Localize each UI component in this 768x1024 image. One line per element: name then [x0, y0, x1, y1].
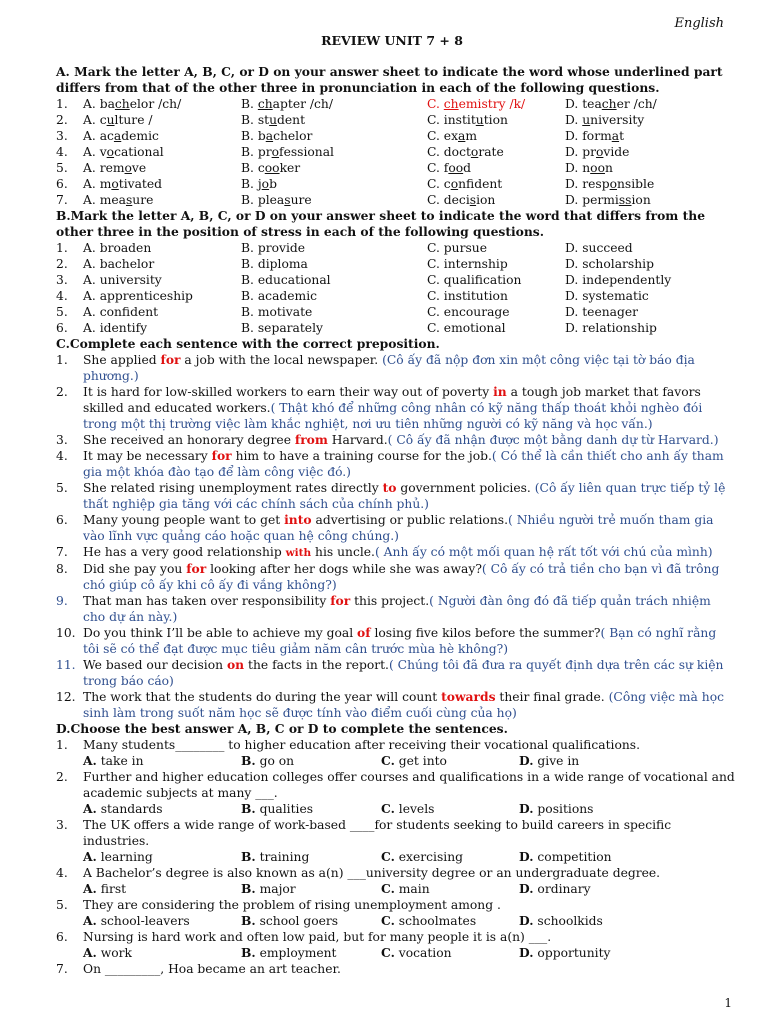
- sentence-text: The work that the students do during the year will count towards their final grade. (Công việc mà học sinh làm trong suốt năm học sẽ được tính vào điểm cuối cùng của họ): [83, 689, 724, 720]
- option-a: A. bachelor /ch/: [83, 97, 182, 111]
- option-letter: A.: [83, 945, 97, 960]
- option-b: B. student: [241, 113, 306, 127]
- question-item: [56, 865, 736, 881]
- sentence-item: [56, 480, 736, 512]
- question-item: [56, 769, 736, 801]
- option-a: A. bachelor: [83, 257, 155, 271]
- option-c: C. qualification: [427, 273, 522, 287]
- underlined-part: a: [458, 129, 466, 143]
- worksheet-body: [56, 64, 736, 977]
- question-row: [56, 304, 736, 320]
- section-a-heading: A. Mark the letter A, B, C, or D on your answer sheet to indicate the word whose underlined part differs from that of the other three in pronunciation in each of the following questions.: [56, 64, 723, 95]
- question-item: [56, 961, 736, 977]
- option-a: A. apprenticeship: [83, 289, 193, 303]
- question-number: 7.: [56, 193, 68, 207]
- vietnamese-translation: ( Cô ấy đã nhận được một bằng danh dự từ Harvard.): [387, 433, 719, 447]
- section-b-heading: B.Mark the letter A, B, C, or D on your answer sheet to indicate the word that differs from the other three in the position of stress in each of the following questions.: [56, 208, 706, 239]
- underlined-part: o: [470, 145, 479, 159]
- question-row: [56, 144, 736, 160]
- answer-option[interactable]: A. work: [83, 945, 132, 960]
- option-c: C. decision: [427, 193, 496, 207]
- option-d: D. relationship: [565, 321, 657, 335]
- option-letter: D.: [519, 849, 534, 864]
- option-c: C. internship: [427, 257, 508, 271]
- sentence-item: [56, 352, 736, 384]
- answer-option[interactable]: A. learning: [83, 849, 153, 864]
- answer-option[interactable]: C. levels: [381, 801, 435, 816]
- question-row: [56, 240, 736, 256]
- option-c: C. doctorate: [427, 145, 504, 159]
- answer-option[interactable]: B. school goers: [241, 913, 339, 928]
- underlined-part: oo: [590, 161, 605, 175]
- answer-preposition: towards: [441, 689, 496, 704]
- option-letter: A.: [83, 753, 97, 768]
- question-number: 3.: [56, 129, 68, 143]
- answer-option[interactable]: B. go on: [241, 753, 295, 768]
- option-letter: B.: [241, 849, 256, 864]
- option-b: B. educational: [241, 273, 331, 287]
- option-a: A. remove: [83, 161, 147, 175]
- vietnamese-translation: ( Chúng tôi đã đưa ra quyết định dựa trên các sự kiện trong báo cáo): [83, 658, 724, 688]
- question-text: A Bachelor’s degree is also known as a(n) ___university degree or an undergraduate degree.: [83, 866, 661, 880]
- option-d: D. university: [565, 113, 645, 127]
- answer-option[interactable]: C. schoolmates: [381, 913, 477, 928]
- vietnamese-translation: ( Anh ấy có một mối quan hệ rất tốt với chú của mình): [374, 545, 713, 559]
- option-letter: A.: [83, 913, 97, 928]
- question-number: 6.: [56, 177, 68, 191]
- answer-option[interactable]: B. qualities: [241, 801, 314, 816]
- underlined-part: s: [284, 193, 291, 207]
- answer-preposition: of: [357, 625, 371, 640]
- underlined-part: o: [271, 145, 280, 159]
- sentence-item: [56, 561, 736, 593]
- answer-preposition: for: [160, 352, 181, 367]
- underlined-part: ch: [257, 97, 273, 111]
- option-letter: C.: [381, 945, 395, 960]
- sentence-text: Many young people want to get into advertising or public relations.( Nhiều người trẻ muốn tham gia vào lĩnh vực quảng cáo hoặc quan hệ công chúng.): [83, 512, 714, 543]
- sentence-text: She received an honorary degree from Harvard.( Cô ấy đã nhận được một bằng danh dự từ Harvard.): [83, 432, 719, 447]
- option-b: B. diploma: [241, 257, 308, 271]
- sentence-text: She related rising unemployment rates directly to government policies. (Cô ấy liên quan trực tiếp tỷ lệ thất nghiệp gia tăng với các chính sách của chính phủ.): [83, 480, 726, 511]
- answer-preposition: for: [330, 593, 351, 608]
- answer-preposition: from: [294, 432, 328, 447]
- question-number: 5.: [56, 161, 68, 175]
- answer-option[interactable]: C. vocation: [381, 945, 452, 960]
- question-number: 7.: [56, 545, 68, 559]
- option-letter: B.: [241, 753, 256, 768]
- question-row: [56, 112, 736, 128]
- option-c: C. exam: [427, 129, 478, 143]
- section-d-list: [56, 737, 736, 977]
- underlined-part: a: [265, 129, 274, 143]
- question-number: 5.: [56, 481, 68, 495]
- option-b: B. bachelor: [241, 129, 313, 143]
- sentence-item: [56, 544, 736, 561]
- option-letter: B.: [241, 801, 256, 816]
- option-c: C. encourage: [427, 305, 510, 319]
- option-b: B. academic: [241, 289, 318, 303]
- question-text: Many students________ to higher education after receiving their vocational qualifications.: [83, 738, 640, 752]
- answer-option[interactable]: A. standards: [83, 801, 163, 816]
- section-c-list: [56, 352, 736, 721]
- question-row: [56, 96, 736, 112]
- sentence-text: Did she pay you for looking after her dogs while she was away?( Cô ấy có trả tiền cho bạn vì đã trông chó giúp cô ấy khi cô ấy đi vắng không?): [83, 561, 720, 592]
- option-d: D. permission: [565, 193, 651, 207]
- answer-option[interactable]: C. get into: [381, 753, 447, 768]
- option-letter: B.: [241, 945, 256, 960]
- sentence-item: [56, 512, 736, 544]
- answer-option[interactable]: D. opportunity: [519, 945, 611, 960]
- question-row: [56, 256, 736, 272]
- option-letter: D.: [519, 913, 534, 928]
- underlined-part: s: [469, 193, 477, 207]
- sentence-text: She applied for a job with the local newspaper. (Cô ấy đã nộp đơn xin một công việc tại tờ báo địa phương.): [83, 352, 695, 383]
- question-number: 3.: [56, 273, 68, 287]
- answer-option[interactable]: A. take in: [83, 753, 144, 768]
- answer-option[interactable]: D. give in: [519, 753, 580, 768]
- question-number: 2.: [56, 385, 68, 399]
- vietnamese-translation: (Cô ấy đã nộp đơn xin một công việc tại tờ báo địa phương.): [83, 353, 695, 383]
- vietnamese-translation: ( Thật khó để những công nhân có kỹ năng thấp thoát khỏi nghèo đói trong một thị trường việc làm khắc nghiệt, nơi ưu tiên những người có kỹ năng và học vấn.): [83, 401, 703, 431]
- option-b: B. pleasure: [241, 193, 312, 207]
- question-number: 1.: [56, 97, 68, 111]
- option-a: A. identify: [83, 321, 148, 335]
- option-a: A. motivated: [83, 177, 163, 191]
- question-number: 6.: [56, 930, 68, 944]
- answer-preposition: into: [284, 512, 312, 527]
- question-number: 5.: [56, 898, 68, 912]
- underlined-part: o: [596, 145, 604, 159]
- question-row: [56, 288, 736, 304]
- underlined-part: u: [582, 113, 591, 127]
- sentence-item: [56, 593, 736, 625]
- option-a: A. vocational: [83, 145, 164, 159]
- sentence-item: [56, 689, 736, 721]
- option-letter: C.: [381, 801, 395, 816]
- option-a: A. confident: [83, 305, 159, 319]
- option-d: D. succeed: [565, 241, 633, 255]
- underlined-part: ss: [618, 193, 632, 207]
- answer-option[interactable]: A. first: [83, 881, 127, 896]
- answer-option[interactable]: C. exercising: [381, 849, 463, 864]
- option-letter: C.: [381, 913, 395, 928]
- option-d: D. systematic: [565, 289, 649, 303]
- sentence-item: [56, 384, 736, 432]
- question-number: 2.: [56, 770, 68, 784]
- option-c: C. institution: [427, 289, 508, 303]
- question-number: 11.: [56, 658, 76, 672]
- underlined-part: ch: [443, 97, 459, 111]
- answer-option[interactable]: B. training: [241, 849, 310, 864]
- option-b: B. job: [241, 177, 277, 191]
- option-letter: C.: [381, 881, 395, 896]
- underlined-part: ch: [114, 97, 130, 111]
- option-c: C. institution: [427, 113, 508, 127]
- sentence-text: That man has taken over responsibility for this project.( Người đàn ông đó đã tiếp quản trách nhiệm cho dự án này.): [83, 593, 711, 624]
- underlined-part: u: [106, 113, 115, 127]
- underlined-part: o: [124, 161, 132, 175]
- section-d-heading: D.Choose the best answer A, B, C or D to complete the sentences.: [56, 721, 508, 736]
- answer-preposition: for: [211, 448, 232, 463]
- question-number: 12.: [56, 690, 76, 704]
- question-number: 3.: [56, 433, 68, 447]
- underlined-part: s: [125, 193, 133, 207]
- answer-options: [56, 849, 736, 865]
- question-text: On _________, Hoa became an art teacher.: [83, 962, 341, 976]
- section-a-list: [56, 96, 736, 208]
- option-d: D. teenager: [565, 305, 639, 319]
- question-item: [56, 817, 736, 849]
- page-title: REVIEW UNIT 7 + 8: [321, 33, 463, 48]
- answer-option[interactable]: D. positions: [519, 801, 594, 816]
- vietnamese-translation: ( Có thể là cần thiết cho anh ấy tham gia một khóa đào tạo để làm công việc đó.): [83, 449, 724, 479]
- question-text: The UK offers a wide range of work-based ____for students seeking to build careers in specific industries.: [83, 818, 672, 848]
- option-d: D. format: [565, 129, 625, 143]
- option-letter: D.: [519, 881, 534, 896]
- vietnamese-translation: ( Nhiều người trẻ muốn tham gia vào lĩnh vực quảng cáo hoặc quan hệ công chúng.): [83, 513, 714, 543]
- sentence-text: It may be necessary for him to have a training course for the job.( Có thể là cần thiết cho anh ấy tham gia một khóa đào tạo để làm công việc đó.): [83, 448, 724, 479]
- question-number: 1.: [56, 738, 68, 752]
- answer-option[interactable]: D. schoolkids: [519, 913, 603, 928]
- question-number: 4.: [56, 866, 68, 880]
- question-text: Nursing is hard work and often low paid, but for many people it is a(n) ___.: [83, 930, 552, 944]
- underlined-part: u: [269, 113, 278, 127]
- underlined-part: o: [450, 177, 459, 191]
- answer-option[interactable]: D. competition: [519, 849, 612, 864]
- option-d: D. scholarship: [565, 257, 654, 271]
- option-a: A. measure: [83, 193, 154, 207]
- underlined-part: a: [113, 129, 122, 143]
- vietnamese-translation: ( Cô ấy có trả tiền cho bạn vì đã trông chó giúp cô ấy khi cô ấy đi vắng không?): [83, 562, 720, 592]
- question-number: 4.: [56, 449, 68, 463]
- vietnamese-translation: (Cô ấy liên quan trực tiếp tỷ lệ thất nghiệp gia tăng với các chính sách của chính phủ.): [83, 481, 726, 511]
- option-letter: D.: [519, 801, 534, 816]
- answer-option[interactable]: B. employment: [241, 945, 337, 960]
- answer-preposition: with: [285, 547, 312, 559]
- answer-options: [56, 753, 736, 769]
- underlined-part: oo: [264, 161, 280, 175]
- sentence-item: [56, 432, 736, 448]
- underlined-part: o: [609, 177, 617, 191]
- option-d: D. provide: [565, 145, 630, 159]
- question-number: 3.: [56, 818, 68, 832]
- option-d: D. responsible: [565, 177, 655, 191]
- question-number: 9.: [56, 594, 68, 608]
- question-number: 4.: [56, 289, 68, 303]
- question-row: [56, 192, 736, 208]
- option-c: C. emotional: [427, 321, 506, 335]
- question-number: 4.: [56, 145, 68, 159]
- option-b: B. chapter /ch/: [241, 97, 333, 111]
- answer-preposition: on: [226, 657, 245, 672]
- option-b: B. provide: [241, 241, 306, 255]
- option-c: C. confident: [427, 177, 503, 191]
- question-number: 7.: [56, 962, 68, 976]
- option-c: C. food: [427, 161, 472, 175]
- answer-preposition: to: [382, 480, 397, 495]
- question-row: [56, 272, 736, 288]
- answer-options: [56, 881, 736, 897]
- vietnamese-translation: ( Bạn có nghĩ rằng tôi sẽ có thể đạt được mục tiêu giảm năm cân trước mùa hè không?): [83, 626, 717, 656]
- question-number: 1.: [56, 353, 68, 367]
- option-d: D. independently: [565, 273, 672, 287]
- option-c: C. chemistry /k/: [427, 97, 526, 111]
- question-number: 6.: [56, 321, 68, 335]
- question-number: 8.: [56, 562, 68, 576]
- option-a: A. academic: [83, 129, 159, 143]
- section-c-heading: C.Complete each sentence with the correct preposition.: [56, 336, 440, 351]
- question-item: [56, 897, 736, 913]
- question-item: [56, 929, 736, 945]
- option-a: A. broaden: [83, 241, 152, 255]
- option-letter: A.: [83, 849, 97, 864]
- option-c: C. pursue: [427, 241, 487, 255]
- question-number: 1.: [56, 241, 68, 255]
- answer-option[interactable]: C. main: [381, 881, 430, 896]
- question-number: 2.: [56, 113, 68, 127]
- answer-options: [56, 913, 736, 929]
- sentence-text: He has a very good relationship with his uncle.( Anh ấy có một mối quan hệ rất tốt với chú của mình): [83, 545, 713, 559]
- option-b: B. separately: [241, 321, 323, 335]
- vietnamese-translation: ( Người đàn ông đó đã tiếp quản trách nhiệm cho dự án này.): [83, 594, 711, 624]
- question-number: 10.: [56, 626, 76, 640]
- question-number: 5.: [56, 305, 68, 319]
- underlined-part: o: [106, 145, 115, 159]
- answer-option[interactable]: D. ordinary: [519, 881, 591, 896]
- vietnamese-translation: (Công việc mà học sinh làm trong suốt năm học sẽ được tính vào điểm cuối cùng của họ): [83, 690, 724, 720]
- underlined-part: ch: [601, 97, 617, 111]
- answer-option[interactable]: B. major: [241, 881, 296, 896]
- sentence-item: [56, 625, 736, 657]
- underlined-part: o: [261, 177, 270, 191]
- sentence-item: [56, 657, 736, 689]
- underlined-part: a: [611, 129, 620, 143]
- question-row: [56, 320, 736, 336]
- underlined-part: o: [111, 177, 119, 191]
- answer-option[interactable]: A. school-leavers: [83, 913, 190, 928]
- option-d: D. teacher /ch/: [565, 97, 657, 111]
- option-b: B. motivate: [241, 305, 313, 319]
- question-row: [56, 128, 736, 144]
- answer-options: [56, 801, 736, 817]
- underlined-part: oo: [448, 161, 464, 175]
- sentence-text: Do you think I’ll be able to achieve my goal of losing five kilos before the summer?( Bạn có nghĩ rằng tôi sẽ có thể đạt được mục tiêu giảm năm cân trước mùa hè không?): [83, 625, 717, 656]
- option-letter: C.: [381, 753, 395, 768]
- answer-preposition: in: [493, 384, 507, 399]
- header-subject: English: [674, 16, 724, 31]
- option-letter: A.: [83, 881, 97, 896]
- question-item: [56, 737, 736, 753]
- answer-options: [56, 945, 736, 961]
- option-letter: A.: [83, 801, 97, 816]
- option-letter: B.: [241, 913, 256, 928]
- question-row: [56, 176, 736, 192]
- option-b: B. cooker: [241, 161, 301, 175]
- question-row: [56, 160, 736, 176]
- option-d: D. noon: [565, 161, 613, 175]
- sentence-text: We based our decision on the facts in the report.( Chúng tôi đã đưa ra quyết định dựa trên các sự kiện trong báo cáo): [83, 657, 724, 688]
- question-text: They are considering the problem of rising unemployment among .: [83, 898, 501, 912]
- option-a: A. university: [83, 273, 162, 287]
- sentence-text: It is hard for low-skilled workers to earn their way out of poverty in a tough job market that favors skilled and educated workers.( Thật khó để những công nhân có kỹ năng thấp thoát khỏi nghèo đói trong một thị trường việc làm khắc nghiệt, nơi ưu tiên những người có kỹ năng và học vấn.): [83, 384, 703, 431]
- answer-preposition: for: [186, 561, 207, 576]
- sentence-item: [56, 448, 736, 480]
- option-b: B. professional: [241, 145, 334, 159]
- question-number: 2.: [56, 257, 68, 271]
- page-number: 1: [724, 996, 732, 1010]
- option-letter: B.: [241, 881, 256, 896]
- option-letter: C.: [381, 849, 395, 864]
- underlined-part: u: [475, 113, 484, 127]
- option-letter: D.: [519, 753, 534, 768]
- section-b-list: [56, 240, 736, 336]
- option-letter: D.: [519, 945, 534, 960]
- option-a: A. culture /: [83, 113, 153, 127]
- question-number: 6.: [56, 513, 68, 527]
- question-text: Further and higher education colleges offer courses and qualifications in a wide range of vocational and academic subjects at many ___.: [83, 770, 735, 800]
